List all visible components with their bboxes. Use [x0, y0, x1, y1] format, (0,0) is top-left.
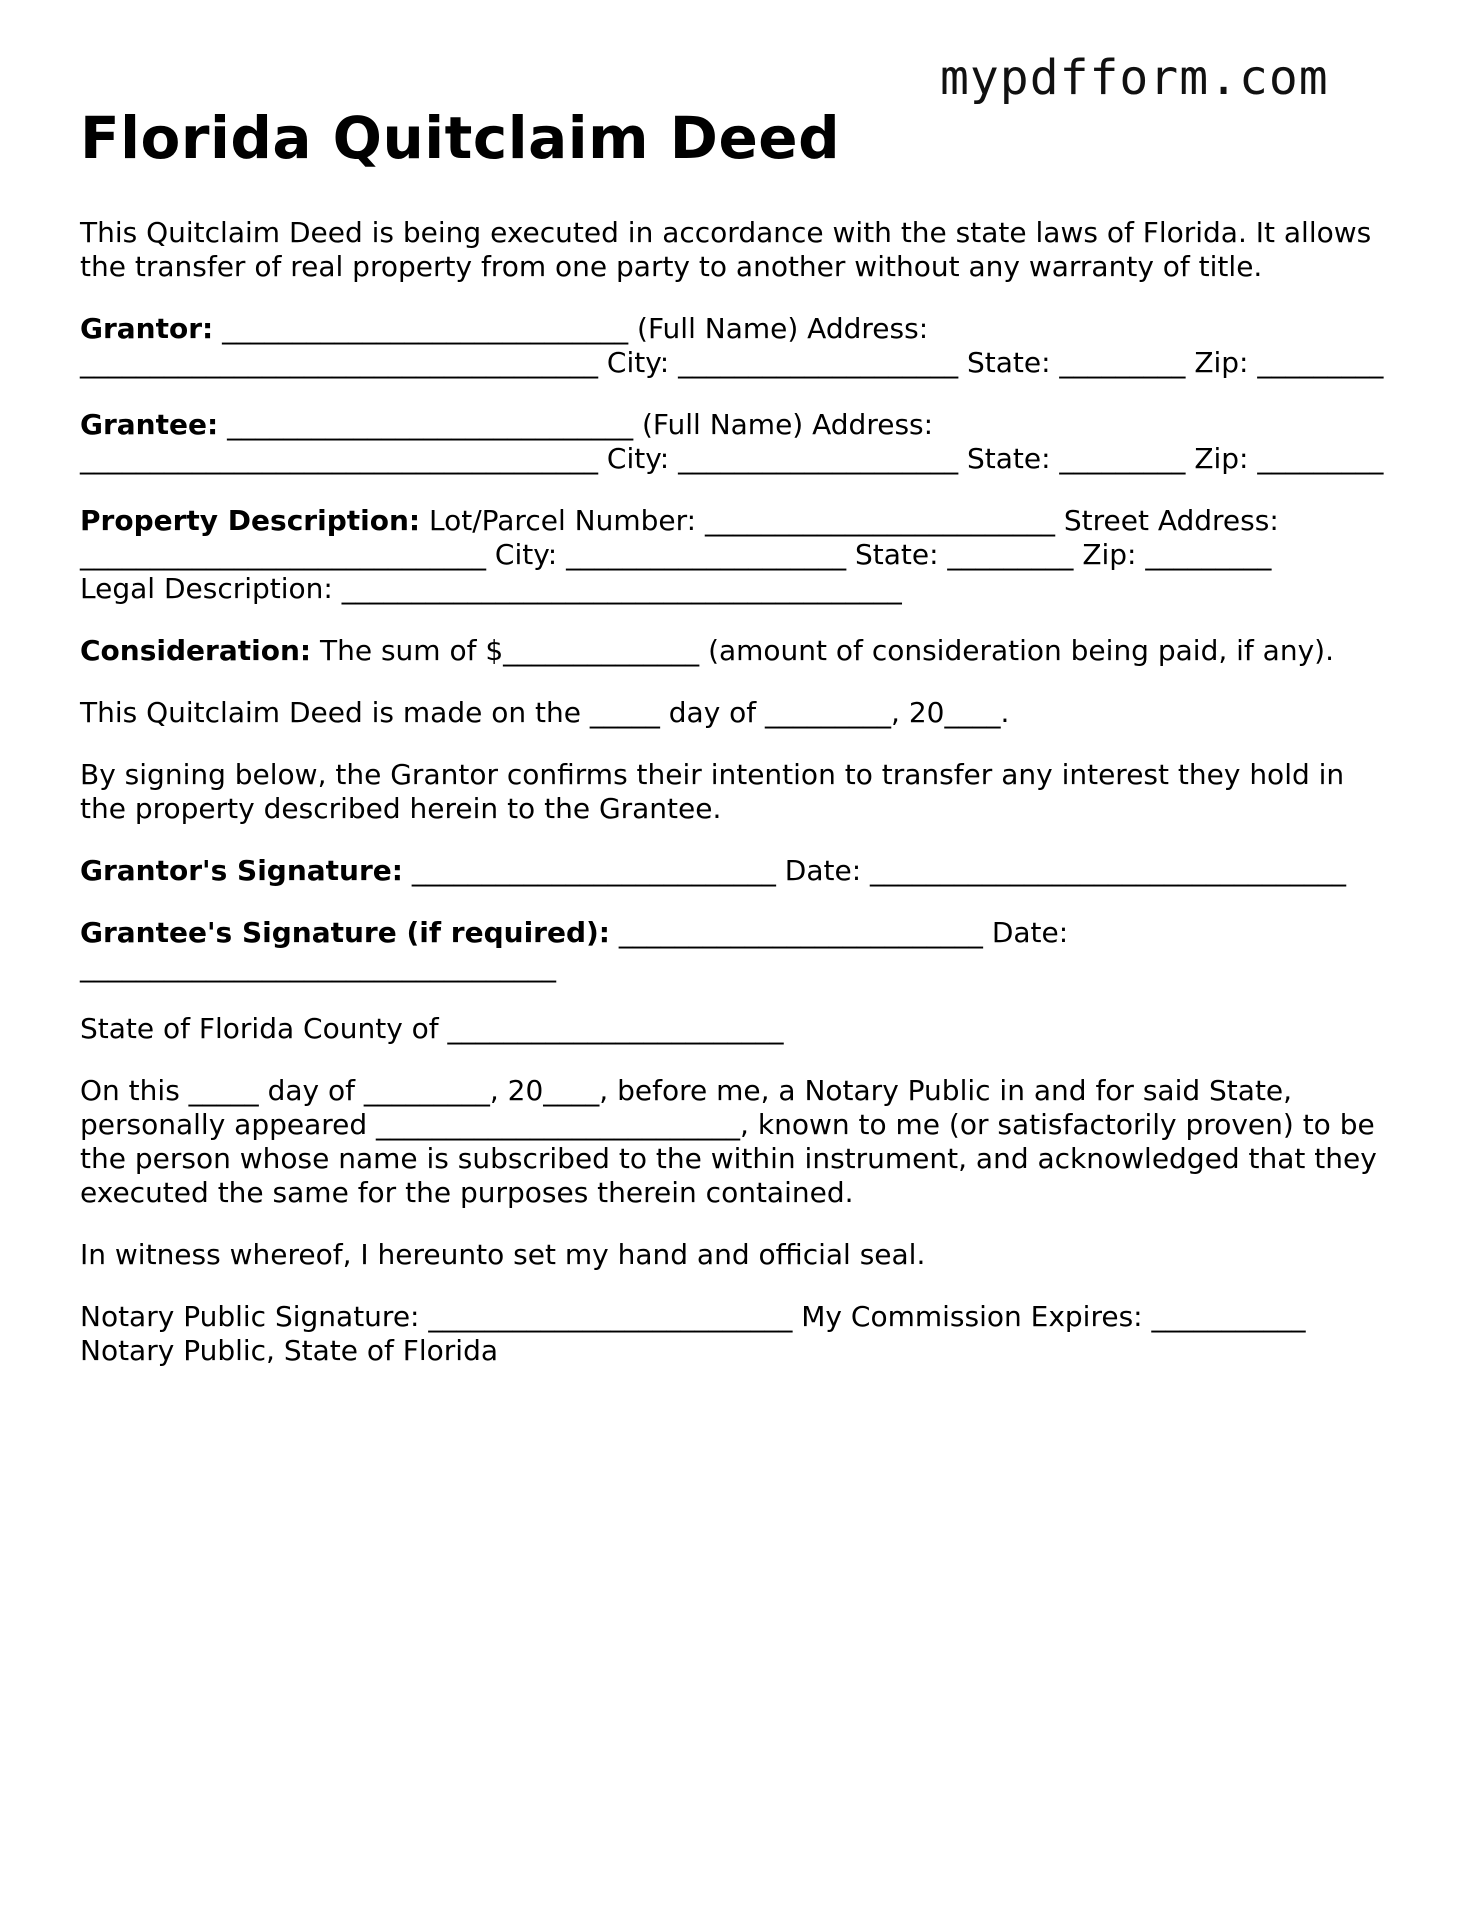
grantee-signature-label: Grantee's Signature (if required): [80, 916, 611, 949]
grantee-signature-section [80, 916, 1390, 984]
legal-description: Legal Description: ________________________________________ [80, 572, 902, 605]
notary-signature-line: Notary Public Signature: __________________________ My Commission Expires: ___________ [80, 1300, 1306, 1333]
grantor-signature-fields: __________________________ Date: __________________________________ [402, 854, 1347, 887]
notary-title-line: Notary Public, State of Florida [80, 1334, 499, 1367]
property-section [80, 504, 1390, 606]
grantor-signature-label: Grantor's Signature: [80, 854, 403, 887]
witness-line: In witness whereof, I hereunto set my hand and official seal. [80, 1238, 926, 1271]
property-fields: Lot/Parcel Number: _________________________ Street Address: _____________________________ City: ____________________ State: _________ Zip: _________ [80, 504, 1279, 571]
watermark: mypdfform.com [940, 50, 1329, 106]
grantor-section [80, 312, 1390, 380]
grantor-fields: _____________________________ (Full Name) Address: _____________________________________ City: ____________________ State: _________ Zip: _________ [80, 312, 1384, 379]
consideration-section [80, 634, 1390, 668]
acknowledgment-paragraph: On this _____ day of _________, 20____, before me, a Notary Public in and for said State, personally appeared __________________________, known to me (or satisfactorily proven) to be the person whose name is subscribed to the within instrument, and acknowledged that they executed the same for the purposes therein contained. [80, 1074, 1377, 1209]
consideration-text: The sum of $______________ (amount of consideration being paid, if any). [311, 634, 1334, 667]
grantee-label: Grantee: [80, 408, 219, 441]
page-title: Florida Quitclaim Deed [80, 104, 841, 172]
notary-section [80, 1300, 1390, 1368]
grantor-signature-section [80, 854, 1390, 888]
grantor-label: Grantor: [80, 312, 214, 345]
made-on-line: This Quitclaim Deed is made on the _____ day of _________, 20____. [80, 696, 1010, 729]
county-line: State of Florida County of ________________________ [80, 1012, 784, 1045]
document-page [80, 100, 1390, 1396]
grantee-section [80, 408, 1390, 476]
consideration-label: Consideration: [80, 634, 312, 667]
intent-paragraph: By signing below, the Grantor confirms their intention to transfer any interest they hold in the property described herein to the Grantee. [80, 758, 1345, 825]
grantee-signature-fields: __________________________ Date: __________________________________ [80, 916, 1069, 983]
grantee-fields: _____________________________ (Full Name) Address: _____________________________________ City: ____________________ State: _________ Zip: _________ [80, 408, 1384, 475]
property-label: Property Description: [80, 504, 421, 537]
intro-paragraph: This Quitclaim Deed is being executed in accordance with the state laws of Florida. It allows the transfer of real property from one party to another without any warranty of title. [80, 216, 1372, 283]
